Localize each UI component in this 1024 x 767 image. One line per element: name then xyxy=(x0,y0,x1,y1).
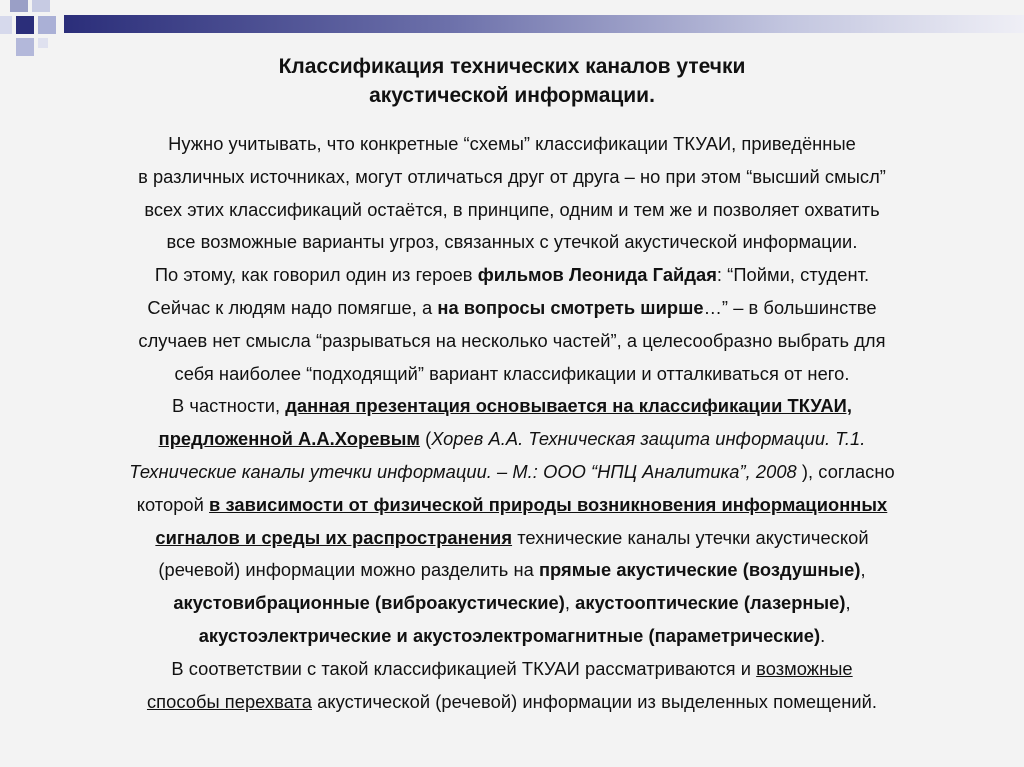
italic-citation: Технические каналы утечки информации. – М.: ООО “НПЦ Аналитика”, 2008 xyxy=(129,460,802,482)
text-line xyxy=(24,161,1000,194)
text-line xyxy=(24,653,1000,686)
decor-square xyxy=(10,0,28,12)
text-line xyxy=(24,390,1000,423)
bold-text: на вопросы смотреть ширше xyxy=(437,296,704,318)
underlined-text: способы перехвата xyxy=(146,690,312,712)
text-line xyxy=(24,292,1000,325)
text-line xyxy=(24,456,1000,489)
text-run: акустической (речевой) информации из выделенных помещений. xyxy=(311,690,878,712)
text-line xyxy=(24,554,1000,587)
bold-underlined-text: сигналов и среды их распространения xyxy=(155,526,513,548)
text-line xyxy=(24,128,1000,161)
text-line xyxy=(24,522,1000,555)
bold-text: прямые акустические (воздушные) xyxy=(538,559,861,581)
text-line xyxy=(24,226,1000,259)
title-line: Классификация технических каналов утечки xyxy=(278,55,746,78)
slide-title xyxy=(0,52,1024,110)
text-run: Сейчас к людям надо помягше, а xyxy=(147,296,438,318)
text-run: технические каналы утечки акустической xyxy=(512,526,869,548)
text-line xyxy=(24,489,1000,522)
text-run: себя наиболее “подходящий” вариант классификации и отталкиваться от него. xyxy=(174,362,850,384)
text-run: в различных источниках, могут отличаться друг от друга – но при этом “высший смысл” xyxy=(138,165,886,187)
text-line xyxy=(24,358,1000,391)
decor-square xyxy=(38,16,56,34)
text-run: (речевой) информации можно разделить на xyxy=(158,559,539,581)
text-run: ), согласно xyxy=(801,460,895,482)
text-run: , xyxy=(564,592,576,614)
underlined-text: возможные xyxy=(756,657,853,679)
text-run: которой xyxy=(136,493,210,515)
text-run: , xyxy=(860,559,866,581)
italic-citation: Хорев А.А. Техническая защита информации. Т.1. xyxy=(431,428,866,450)
text-line xyxy=(24,259,1000,292)
header-gradient-bar xyxy=(64,15,1024,33)
text-run: . xyxy=(820,624,826,646)
text-line xyxy=(24,686,1000,719)
bold-underlined-text: данная презентация основывается на классификации ТКУАИ, xyxy=(285,395,852,417)
text-run: , xyxy=(845,592,851,614)
text-line xyxy=(24,620,1000,653)
bold-text: акустовибрационные (виброакустические) xyxy=(173,592,565,614)
text-run: всех этих классификаций остаётся, в принципе, одним и тем же и позволяет охватить xyxy=(144,198,880,220)
decor-square xyxy=(32,0,50,12)
text-run: Нужно учитывать, что конкретные “схемы” классификации ТКУАИ, приведённые xyxy=(168,133,856,154)
text-run: В соответствии с такой классификацией ТКУАИ рассматриваются и xyxy=(171,657,757,679)
decor-square xyxy=(0,16,12,34)
text-line xyxy=(24,325,1000,358)
bold-text: фильмов Леонида Гайдая xyxy=(477,264,717,286)
text-run: ( xyxy=(419,428,432,450)
decor-square xyxy=(38,38,48,48)
text-line xyxy=(24,587,1000,620)
bold-text: акустоэлектрические и акустоэлектромагнитные (параметрические) xyxy=(198,624,821,646)
text-run: В частности, xyxy=(172,395,286,417)
text-run: По этому, как говорил один из героев xyxy=(154,264,478,286)
text-line xyxy=(24,194,1000,227)
text-run: случаев нет смысла “разрываться на несколько частей”, а целесообразно выбрать для xyxy=(138,329,886,351)
bold-underlined-text: в зависимости от физической природы возникновения информационных xyxy=(209,493,888,515)
text-run: все возможные варианты угроз, связанных с утечкой акустической информации. xyxy=(166,231,858,253)
bold-underlined-text: предложенной А.А.Хоревым xyxy=(158,428,420,450)
bold-text: акустооптические (лазерные) xyxy=(575,592,846,614)
decor-square xyxy=(16,16,34,34)
title-line: акустической информации. xyxy=(369,84,655,107)
text-line xyxy=(24,423,1000,456)
body-text xyxy=(24,128,1000,718)
text-run: …” – в большинстве xyxy=(703,296,877,318)
text-run: : “Пойми, студент. xyxy=(716,264,870,286)
